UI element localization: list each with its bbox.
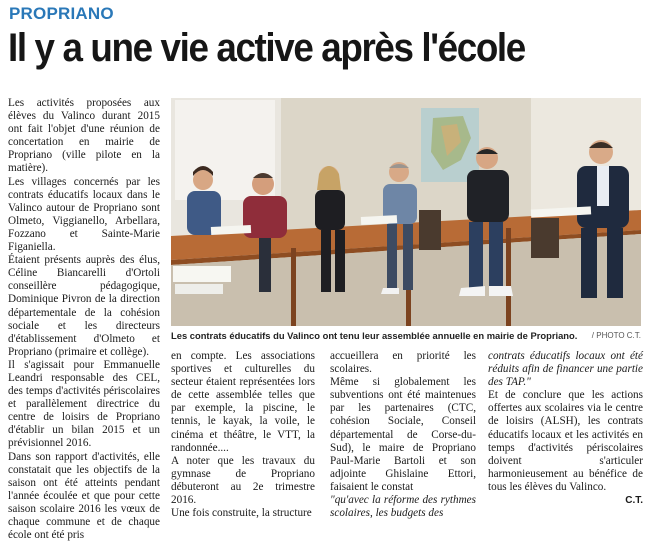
paragraph: A noter que les travaux du gymnase de Propriano débuteront au 2e trimestre 2016. bbox=[171, 454, 315, 507]
article-column-2 bbox=[171, 350, 315, 520]
photo-credit: / PHOTO C.T. bbox=[591, 331, 641, 340]
quote: "qu'avec la réforme des rythmes scolaires, les budgets des bbox=[330, 494, 476, 520]
paragraph: en compte. Les associations sportives et culturelles du secteur étaient représentées lors de cette assemblée telles que par exemple, la piscine, le tennis, le kayak, la voile, le cinéma et théâtre, le VTT, la randonnée.... bbox=[171, 350, 315, 454]
meeting-photo bbox=[171, 98, 641, 326]
photo-caption: Les contrats éducatifs du Valinco ont tenu leur assemblée annuelle en mairie de Propriano. bbox=[171, 330, 578, 341]
paragraph: Étaient présents auprès des élus, Céline Biancarelli d'Ortoli conseillère pédagogique, Dominique Pivron de la direction départementale de la cohésion sociale et les directeurs d'établissement d'Olmeto et Propriano (primaire et collège). bbox=[8, 254, 160, 358]
paragraph: Une fois construite, la structure bbox=[171, 507, 312, 520]
paragraph: Les activités proposées aux élèves du Valinco durant 2015 ont fait l'objet d'une réunion de concertation en mairie de Propriano (ville pilote en la matière). bbox=[8, 97, 160, 175]
paragraph: Même si globalement les subventions ont été maintenues par les partenaires (CTC, cohésion Sociale, Conseil départemental de Corse-du-Sud), le maire de Propriano Paul-Marie Bartoli et son adjointe Ghislaine Ettori, faisaient le constat bbox=[330, 376, 476, 493]
photo-caption-row bbox=[171, 330, 641, 341]
article-column-4 bbox=[488, 350, 643, 507]
signature: C.T. bbox=[625, 495, 643, 507]
article-column-1 bbox=[8, 97, 160, 542]
quote: contrats éducatifs locaux ont été réduits afin de financer une partie des TAP." bbox=[488, 350, 643, 389]
article-column-3 bbox=[330, 350, 476, 520]
paragraph: Et de conclure que les actions offertes aux scolaires via le centre de loisirs (ALSH), les contrats éducatifs locaux et les activités en temps d'activités périscolaires doivent s'articuler harmonieusement au bénéfice de tous les élèves du Valinco. bbox=[488, 389, 643, 493]
paragraph: Il s'agissait pour Emmanuelle Leandri responsable des CEL, des temps d'activités périscolaires et parallèlement directrice du centre de loisirs de Propriano d'établir un bilan 2015 et un prévisionnel 2016. bbox=[8, 358, 160, 450]
paragraph: Les villages concernés par les contrats éducatifs locaux dans le Valinco autour de Propriano sont Olmeto, Viggianello, Arbellara, Fozzano et Sainte-Marie Figaniella. bbox=[8, 175, 160, 254]
paragraph: accueillera en priorité les scolaires. bbox=[330, 350, 476, 376]
paragraph: Dans son rapport d'activités, elle constatait que les objectifs de la saison ont été atteints pendant l'année écoulée et que pour cette saison scolaire 2016 les vœux de chaque commune et de chaque école ont été pris bbox=[8, 450, 160, 542]
kicker: PROPRIANO bbox=[9, 4, 114, 23]
headline: Il y a une vie active après l'école bbox=[8, 26, 525, 70]
